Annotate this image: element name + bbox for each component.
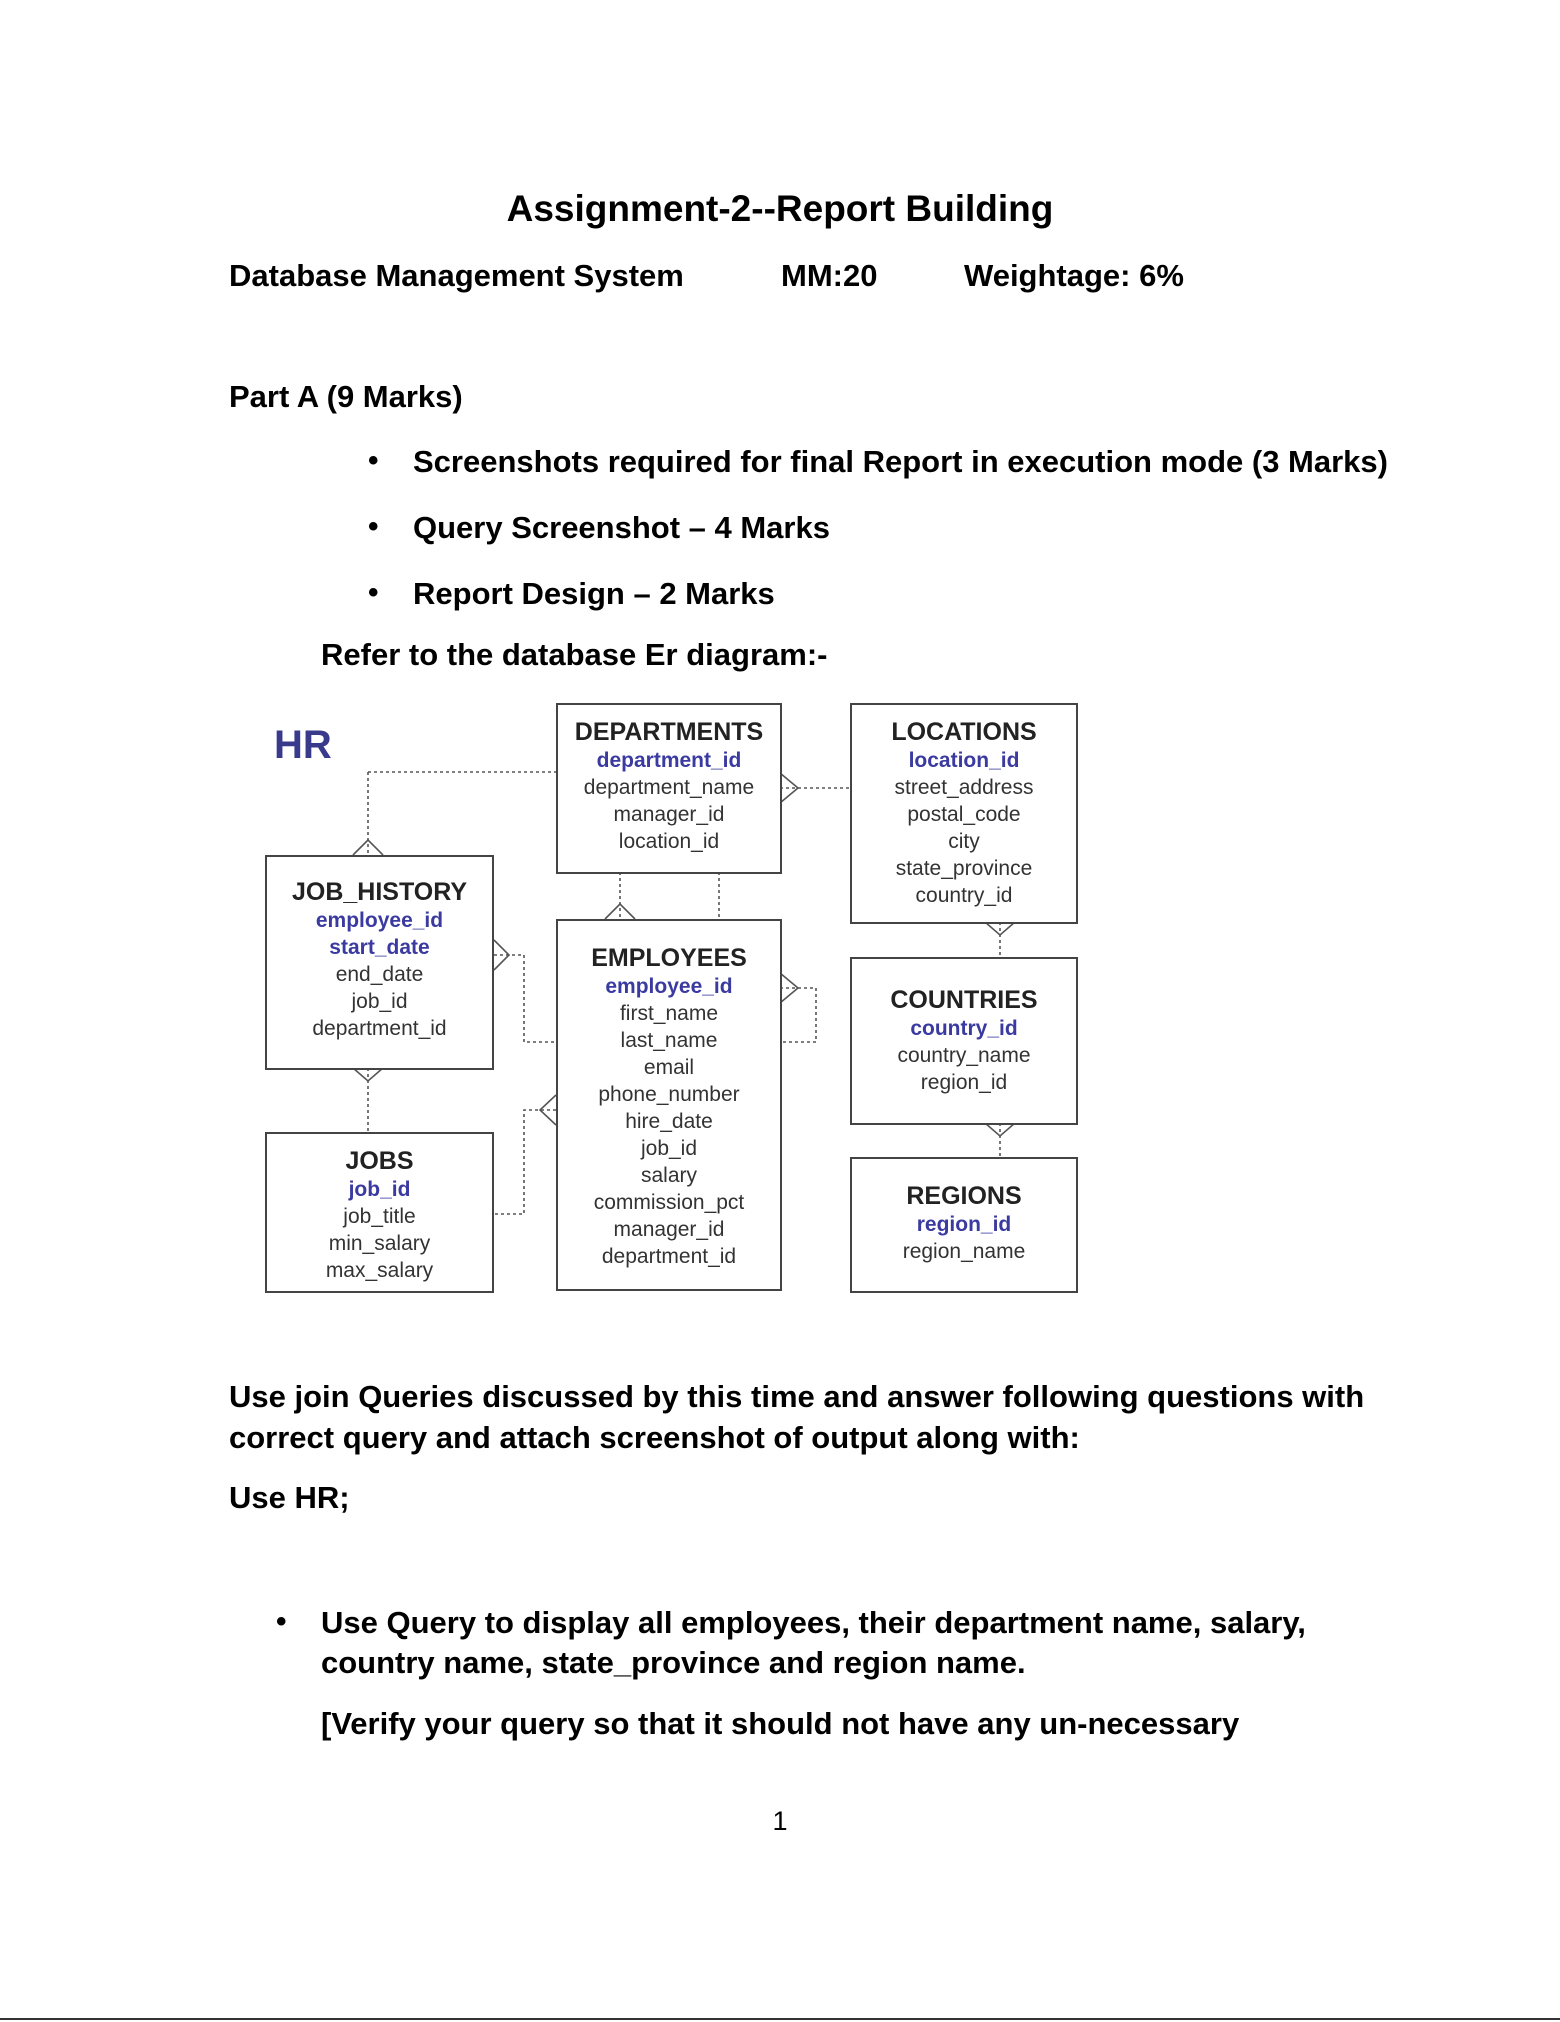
entity-field: salary <box>640 1163 698 1187</box>
entity-field: street_address <box>894 775 1034 799</box>
page-number: 1 <box>772 1806 788 1836</box>
entity-jobs <box>265 1132 494 1293</box>
entity-name: JOBS <box>345 1147 414 1175</box>
bullet-dot-icon: • <box>276 1605 287 1638</box>
instructions-line-2: correct query and attach screenshot of output along with: <box>229 1420 1080 1455</box>
entity-field: first_name <box>619 1001 719 1025</box>
entity-countries <box>850 957 1078 1125</box>
entity-field: country_id <box>915 883 1013 907</box>
entity-name: REGIONS <box>906 1182 1022 1210</box>
entity-field: max_salary <box>325 1258 434 1282</box>
primary-key-field: employee_id <box>315 908 444 932</box>
entity-locations <box>850 703 1078 924</box>
entity-field: country_name <box>897 1043 1031 1067</box>
max-marks-label: MM:20 <box>781 258 878 293</box>
entity-field: region_id <box>920 1070 1008 1094</box>
bullet-dot-icon: • <box>368 510 379 543</box>
schema-label: HR <box>274 723 332 767</box>
entity-field: department_id <box>312 1016 447 1040</box>
entity-field: manager_id <box>613 1217 725 1241</box>
instructions-line-1: Use join Queries discussed by this time and answer following questions with <box>229 1379 1365 1414</box>
entity-job-history <box>265 855 494 1070</box>
entity-field: region_name <box>902 1239 1026 1263</box>
entity-name: LOCATIONS <box>891 718 1037 746</box>
use-db-statement: Use HR; <box>229 1480 350 1515</box>
entity-field: phone_number <box>598 1082 740 1106</box>
entity-name: JOB_HISTORY <box>291 878 468 906</box>
primary-key-field: employee_id <box>605 974 733 998</box>
primary-key-field: location_id <box>908 748 1020 772</box>
entity-field: state_province <box>895 856 1033 880</box>
entity-regions <box>850 1157 1078 1293</box>
entity-field: postal_code <box>907 802 1021 826</box>
weightage-label: Weightage: 6% <box>964 258 1184 293</box>
subject-label: Database Management System <box>229 258 684 293</box>
primary-key-field: department_id <box>596 748 742 772</box>
entity-employees <box>556 919 782 1291</box>
question-note: [Verify your query so that it should not have any un-necessary <box>321 1706 1240 1741</box>
entity-field: manager_id <box>613 802 725 826</box>
er-diagram <box>256 695 1086 1305</box>
part-a-bullet-1: Screenshots required for final Report in execution mode (3 Marks) <box>413 444 1388 479</box>
entity-field: job_id <box>640 1136 698 1160</box>
entity-name: DEPARTMENTS <box>574 718 764 746</box>
entity-name: EMPLOYEES <box>591 944 747 972</box>
entity-field: end_date <box>335 962 424 986</box>
question-line-1: Use Query to display all employees, their department name, salary, <box>321 1605 1306 1640</box>
entity-field: city <box>948 829 980 853</box>
entity-name: COUNTRIES <box>890 986 1038 1014</box>
primary-key-field: start_date <box>329 935 430 959</box>
bullet-dot-icon: • <box>368 576 379 609</box>
entity-field: job_id <box>351 989 408 1013</box>
entity-field: department_id <box>601 1244 737 1268</box>
bullet-dot-icon: • <box>368 444 379 477</box>
primary-key-field: job_id <box>348 1177 411 1201</box>
er-reference-text: Refer to the database Er diagram:- <box>321 637 828 672</box>
document-title: Assignment-2--Report Building <box>506 188 1054 229</box>
entity-field: email <box>643 1055 695 1079</box>
entity-field: min_salary <box>328 1231 431 1255</box>
entity-departments <box>556 703 782 874</box>
entity-field: department_name <box>583 775 755 799</box>
entity-field: commission_pct <box>593 1190 745 1214</box>
primary-key-field: country_id <box>910 1016 1018 1040</box>
entity-field: job_title <box>343 1204 416 1228</box>
page-bottom-divider <box>0 2018 1560 2020</box>
part-a-bullet-3: Report Design – 2 Marks <box>413 576 775 611</box>
part-a-bullet-2: Query Screenshot – 4 Marks <box>413 510 830 545</box>
entity-field: last_name <box>620 1028 718 1052</box>
part-a-heading: Part A (9 Marks) <box>229 379 463 414</box>
question-line-2: country name, state_province and region name. <box>321 1645 1026 1680</box>
entity-field: location_id <box>618 829 720 853</box>
entity-field: hire_date <box>625 1109 713 1133</box>
primary-key-field: region_id <box>916 1212 1012 1236</box>
